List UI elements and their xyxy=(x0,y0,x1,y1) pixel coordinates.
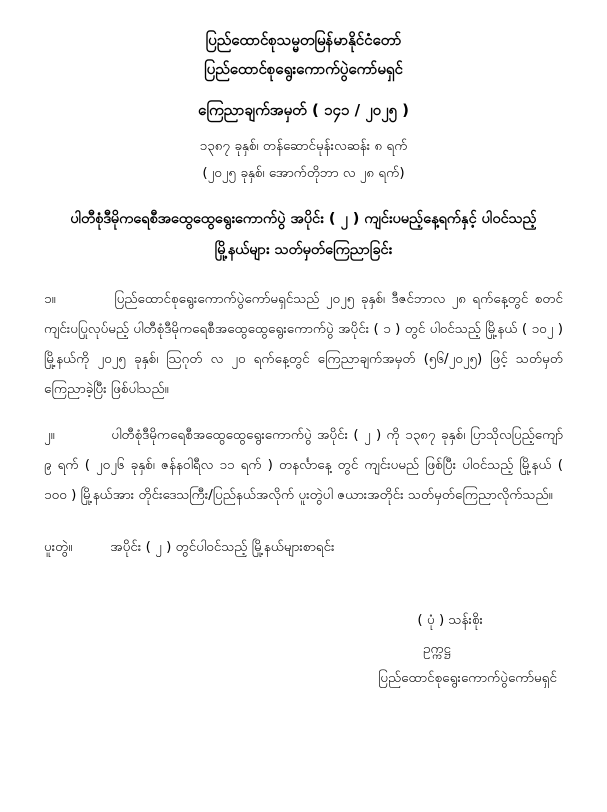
signature-title: ဥက္ကဋ္ဌ xyxy=(422,641,451,657)
attachment-label: ပူးတွဲ။ xyxy=(44,539,73,555)
paragraph-1-text: ပြည်ထောင်စုရွေးကောက်ပွဲကော်မရှင်သည် ၂၀၂၅ ခုနှစ်၊ ဒီဇင်ဘာလ ၂၈ ရက်နေ့တွင် စတင်ကျင်းပပြုလုပ်မည့် ပါတီစုံဒီမိုကရေစီအထွေထွေရွေးကောက်ပွဲ အပိုင်း ( ၁ ) တွင် ပါဝင်သည့် မြို့နယ် ( ၁၀၂ ) မြို့နယ်ကို ၂၀၂၅ ခုနှစ်၊ သြဂုတ် လ ၂၀ ရက်နေ့တွင် ကြေညာချက်အမှတ် (၅၆/၂၀၂၅) ဖြင့် သတ်မှတ်ကြေညာခဲ့ပြီး ဖြစ်ပါသည်။ xyxy=(44,291,563,397)
date-myanmar-era: ၁၃၈၇ ခုနှစ်၊ တန်ဆောင်မုန်းလဆန်း ၈ ရက် xyxy=(199,138,408,154)
document-header xyxy=(44,26,563,84)
paragraph-2-text: ပါတီစုံဒီမိုကရေစီအထွေထွေရွေးကောက်ပွဲ အပိုင်း ( ၂ ) ကို ၁၃၈၇ ခုနှစ်၊ ပြာသိုလပြည့်ကျော် ၉ ရက် ( ၂၀၂၆ ခုနှစ်၊ ဇန်နဝါရီလ ၁၁ ရက် ) တနင်္လာနေ့ တွင် ကျင်းပမည် ဖြစ်ပြီး ပါဝင်သည့် မြို့နယ် ( ၁၀၀ ) မြို့နယ်အား တိုင်းဒေသကြီး/ပြည်နယ်အလိုက် ပူးတွဲပါ ဇယားအတိုင်း သတ်မှတ်ကြေညာလိုက်သည်။ xyxy=(44,427,564,503)
date-gregorian: (၂၀၂၅ ခုနှစ်၊ အောက်တိုဘာ လ ၂၈ ရက်) xyxy=(202,165,405,181)
header-country-line: ပြည်ထောင်စုသမ္မတမြန်မာနိုင်ငံတော် xyxy=(205,31,402,49)
paragraph-2 xyxy=(44,420,563,510)
attachment-text: အပိုင်း ( ၂ ) တွင်ပါဝင်သည့် မြို့နယ်များစာရင်း xyxy=(110,539,335,555)
attachment-line xyxy=(44,532,563,562)
paragraph-2-number: ၂။ xyxy=(44,427,55,443)
subject-line-2: မြို့နယ်များ သတ်မှတ်ကြေညာခြင်း xyxy=(214,242,393,258)
subject-line-1: ပါတီစုံဒီမိုကရေစီအထွေထွေရွေးကောက်ပွဲ အပိုင်း ( ၂ ) ကျင်းပမည့်နေ့ရက်နှင့် ပါဝင်သည့် xyxy=(70,211,537,227)
signature-block xyxy=(44,606,563,693)
paragraph-1 xyxy=(44,284,563,404)
header-commission-line: ပြည်ထောင်စုရွေးကောက်ပွဲကော်မရှင် xyxy=(204,60,403,78)
date-block xyxy=(44,133,563,187)
paragraph-1-number: ၁။ xyxy=(44,291,56,307)
document-body xyxy=(44,284,563,510)
signature-name: ( ပုံ ) သန်းစိုး xyxy=(417,612,483,628)
signature-organization: ပြည်ထောင်စုရွေးကောက်ပွဲကော်မရှင် xyxy=(378,670,557,686)
document-subject xyxy=(44,204,563,266)
announcement-number: ကြေညာချက်အမှတ် ( ၁၄၁ / ၂၀၂၅ ) xyxy=(198,101,409,119)
